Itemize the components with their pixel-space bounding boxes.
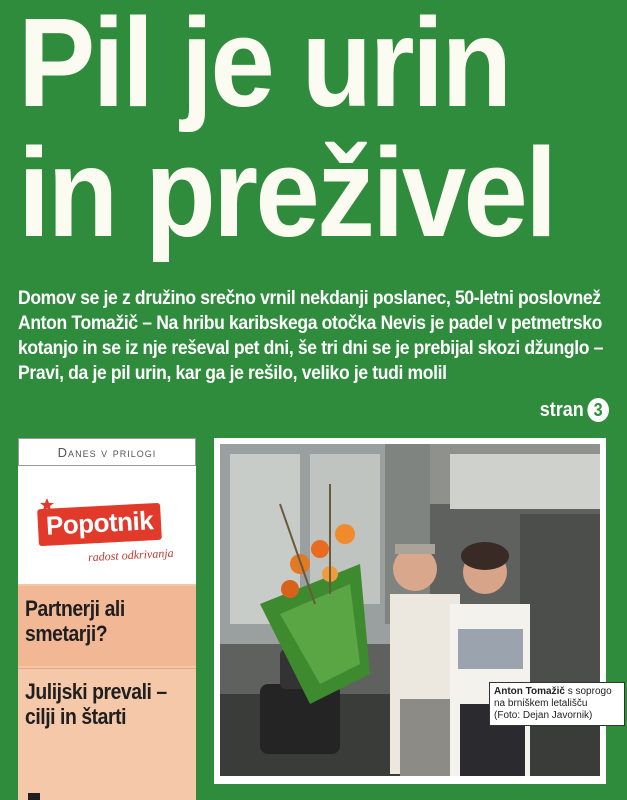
page-reference[interactable] [540,398,609,422]
supplement-logo-box[interactable] [18,466,196,584]
deck-text: Domov se je z družino srečno vrnil nekdanji poslanec, 50-letni poslovnež Anton Tomažič – Na hribu karibskega otočka Nevis je padel v petmetrsko kotanjo in se iz nje reševal pet dni, še tri dni se je prebijal skozi džunglo – Pravi, da je pil urin, kar ga je rešilo, veliko je tudi molil [18,287,603,384]
cut-off-text-fragment [28,793,40,800]
caption-name: Anton Tomažič [494,686,565,697]
supplement-logo: Popotnik [37,503,162,546]
teaser-item[interactable] [18,668,196,800]
sidebar-header: Danes v prilogi [18,438,196,466]
teaser-item[interactable] [18,586,196,666]
supplement-tagline: radost odkrivanja [87,545,174,565]
teaser-title: Partnerji ali smetarji? [25,596,125,646]
airport-couple-photo [220,444,600,776]
headline [18,0,570,263]
caption-text: s soprogo na brniškem letališču [494,686,612,709]
photo-caption [489,682,625,726]
teaser-title: Julijski prevali – cilji in štarti [25,679,167,729]
photo-frame [214,438,606,784]
news-photo [220,444,600,776]
caption-credit: (Foto: Dejan Javornik) [494,710,593,721]
page-number-badge: 3 [587,398,609,422]
supplement-sidebar [18,438,196,800]
headline-line-1: Pil je urin [18,0,510,133]
page-reference-label: stran [539,398,584,421]
headline-line-2: in preživel [18,122,555,263]
